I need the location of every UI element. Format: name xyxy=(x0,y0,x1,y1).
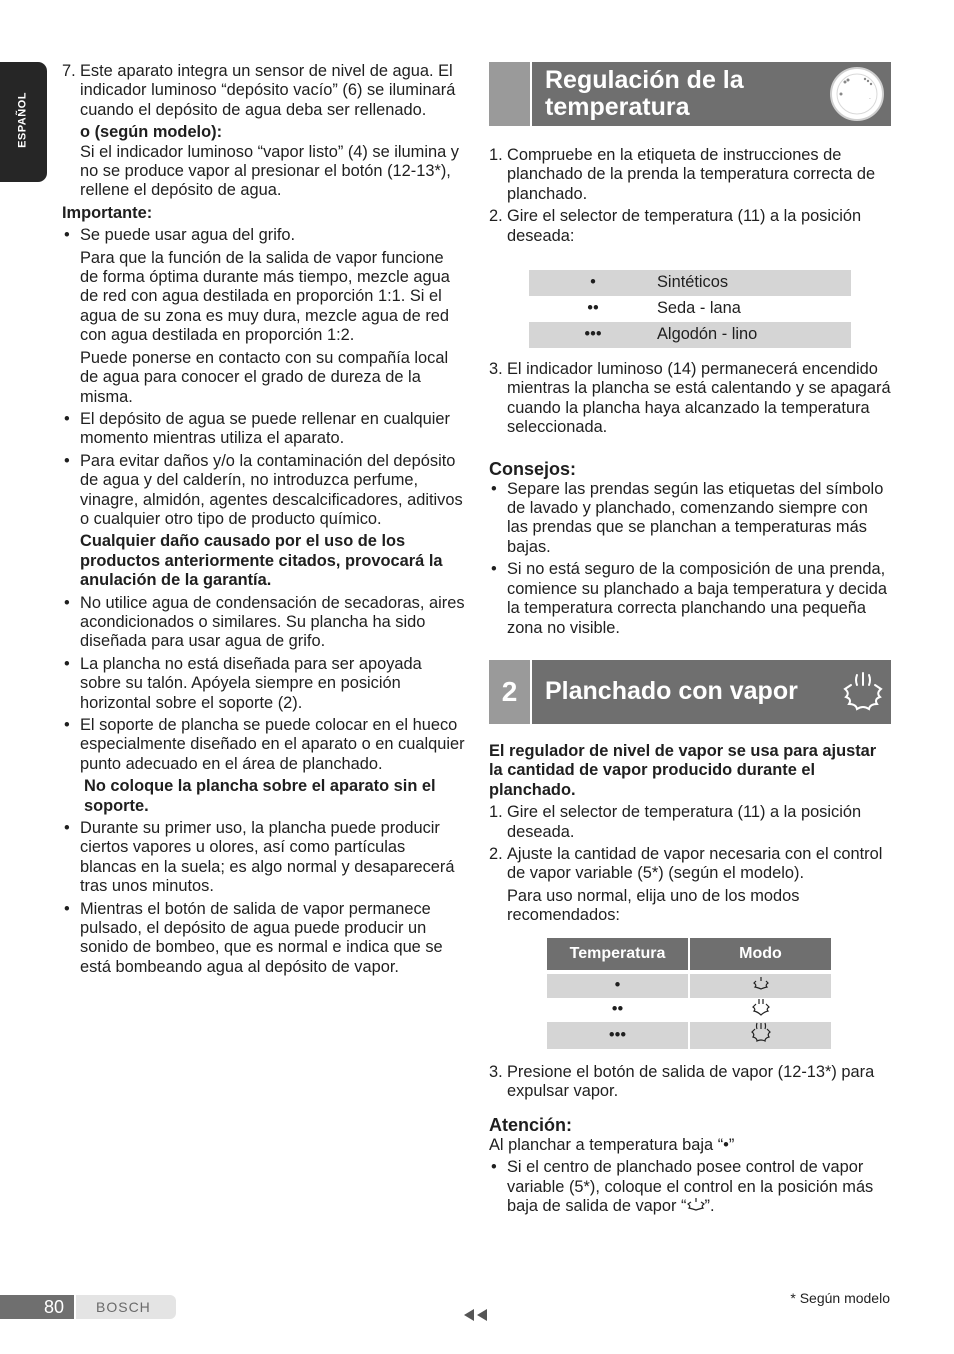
temperature-table xyxy=(529,270,851,348)
bullet-item: • Durante su primer uso, la plancha puede producir ciertos vapores u olores, así como partículas blancas en la suela; es algo normal y desaparecerá tras unos minutos. xyxy=(64,819,455,896)
steam-icon xyxy=(843,671,883,718)
steam-low-icon xyxy=(687,1197,705,1215)
steam-medium-icon xyxy=(752,1002,770,1020)
step-3: 3. El indicador luminoso (14) permanecerá encendido mientras la plancha se está calentando y se apagará cuando la plancha haya alcanzado la temperatura seleccionada. xyxy=(489,360,891,437)
bullet-item: • Si no está seguro de la composición de una prenda, comience su planchado a baja temperatura y decida la temperatura correcta planchando una pequeña zona no visible. xyxy=(491,560,887,637)
warning-text: Cualquier daño causado por el uso de los productos anteriormente citados, provocará la anulación de la garantía. xyxy=(80,532,443,590)
bullet-item: • La plancha no está diseñada para ser apoyada sobre su talón. Apóyela siempre en posición horizontal sobre el soporte (2). xyxy=(64,654,422,712)
table-row: •• Seda - lana xyxy=(587,299,741,318)
section-number: 2 xyxy=(501,675,518,707)
consejos-heading: Consejos: xyxy=(489,458,577,479)
step-number: 7. xyxy=(62,62,76,80)
step-3: 3. Presione el botón de salida de vapor (12-13*) para expulsar vapor. xyxy=(489,1062,875,1101)
bullet-item: • El soporte de plancha se puede colocar en el hueco especialmente diseñado en el aparato o en cualquier punto adecuado en el área de planchado. xyxy=(64,716,465,773)
section-title: Planchado con vapor xyxy=(545,676,798,705)
bullet-item: • Mientras el botón de salida de vapor permanece pulsado, el depósito de agua puede producir un sonido de bombeo, que es normal e indica que se está bombeando agua al depósito de vapor. xyxy=(64,899,443,976)
bullet-paragraph: Puede ponerse en contacto con su compañía local de agua para conocer el grado de dureza de la misma. xyxy=(80,348,449,406)
steam-intro: El regulador de nivel de vapor se usa para ajustar la cantidad de vapor producido durante el planchado. xyxy=(489,741,877,799)
step-2-note: Para uso normal, elija uno de los modos recomendados: xyxy=(507,886,800,925)
step-1: 1. Gire el selector de temperatura (11) a la posición deseada. xyxy=(489,803,862,841)
section-title: Regulación de la temperatura xyxy=(545,66,744,121)
step-7 xyxy=(62,62,466,120)
atencion-intro: Al planchar a temperatura baja “•” xyxy=(489,1135,735,1154)
bullet-item: • Para evitar daños y/o la contaminación del depósito de agua y del calderín, no introduzca perfume, vinagre, almidón, agentes descalcificadores, aditivos o cualquier otro tipo de producto químico. xyxy=(64,451,463,528)
bullet-item: • No utilice agua de condensación de secadoras, aires acondicionados o similares. Su plancha ha sido diseñada para usar agua de grifo. xyxy=(64,593,465,651)
table-header xyxy=(547,938,831,970)
steam-mode-table xyxy=(547,938,831,1049)
table-row: • xyxy=(547,974,831,998)
bullet-item: • Separe las prendas según las etiquetas del símbolo de lavado y planchado, comenzando siempre con las prendas que se planchan a temperaturas más bajas. xyxy=(491,479,884,556)
table-row: ••• xyxy=(547,1022,831,1049)
warning-text: No coloque la plancha sobre el aparato sin el soporte. xyxy=(84,777,436,815)
left-column xyxy=(62,62,466,977)
importante-heading: Importante: xyxy=(62,203,153,222)
bullet-paragraph: Para que la función de la salida de vapor funcione de forma óptima durante más tiempo, mezcle agua de red con agua destilada en proporción 1:1. Si el agua de su zona es muy dura, mezcle agua de red con agua destilada en proporción 1:2. xyxy=(80,248,450,345)
previous-arrows-icon[interactable] xyxy=(462,1308,490,1327)
page-number: 80 xyxy=(0,1295,74,1319)
section-marker xyxy=(489,660,532,724)
steam-low-icon xyxy=(753,976,769,994)
brand-label: BOSCH xyxy=(76,1295,176,1319)
table-row: •• xyxy=(547,998,831,1022)
footnote: * Según modelo xyxy=(790,1290,890,1306)
right-column xyxy=(489,62,891,1216)
table-row: • Sintéticos xyxy=(529,270,851,296)
bullet-item: • El depósito de agua se puede rellenar en cualquier momento mientras utiliza el aparato. xyxy=(64,409,450,448)
svg-text:·: · xyxy=(869,96,871,103)
temperature-dial-icon xyxy=(829,66,885,127)
steam-high-icon xyxy=(751,1030,771,1048)
step-1: 1. Compruebe en la etiqueta de instrucciones de planchado de la prenda la temperatura correcta de planchado. xyxy=(489,146,876,203)
bullet-item: • Se puede usar agua del grifo. xyxy=(64,226,296,245)
header-modo: Modo xyxy=(689,938,831,970)
section-header-temperature xyxy=(489,62,891,126)
section-header-steam xyxy=(489,660,891,724)
header-temperatura: Temperatura xyxy=(547,938,689,970)
language-tab xyxy=(0,62,47,182)
table-row: ••• Algodón - lino xyxy=(529,322,851,348)
model-text: Si el indicador luminoso “vapor listo” (4) se ilumina y no se produce vapor al presionar el botón (12-13*), rellene el depósito de agua. xyxy=(80,142,459,200)
bullet-item: • Si el centro de planchado posee control de vapor variable (5*), coloque el control en la posición más baja de salida de vapor “ ”. xyxy=(491,1158,874,1215)
model-heading: o (según modelo): xyxy=(80,123,223,142)
step-text: Este aparato integra un sensor de nivel de agua. El indicador luminoso “depósito vacío” (6) se iluminará cuando el depósito de agua deba ser rellenado. xyxy=(80,62,456,119)
section-marker xyxy=(489,62,532,126)
language-label: ESPAÑOL xyxy=(16,92,29,148)
step-2: 2. Ajuste la cantidad de vapor necesaria con el control de vapor variable (5*) (según el modelo). xyxy=(489,844,883,883)
atencion-heading: Atención: xyxy=(489,1114,572,1135)
step-2: 2. Gire el selector de temperatura (11) a la posición deseada: xyxy=(489,207,862,245)
